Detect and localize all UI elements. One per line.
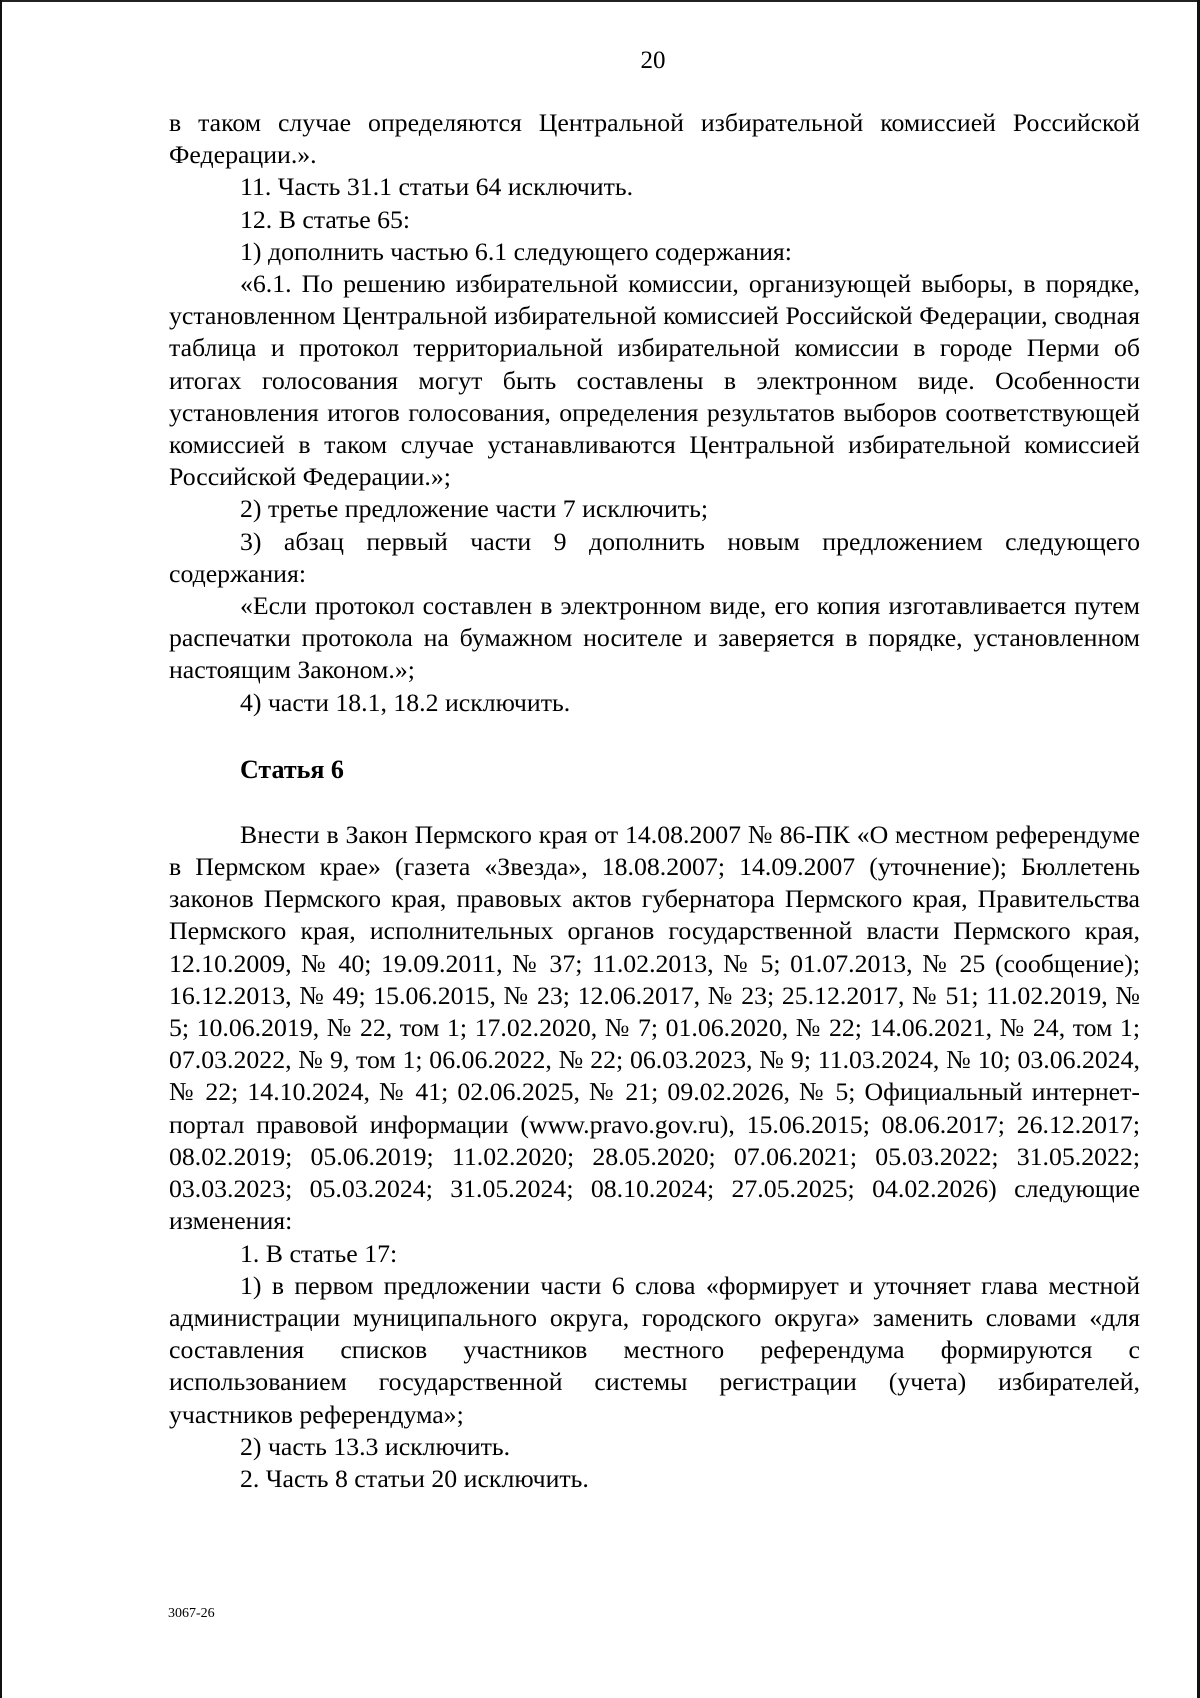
paragraph: Внести в Закон Пермского края от 14.08.2007 № 86-ПК «О местном референдуме в Пермском крае» (газета «Звезда», 18.08.2007; 14.09.2007 (уточнение); Бюллетень законов Пермского края, правовых актов губернатора Пермского края, Правительства Пермского края, исполнительных органов государственной власти Пермского края, 12.10.2009, № 40; 19.09.2011, № 37; 11.02.2013, № 5; 01.07.2013, № 25 (сообщение); 16.12.2013, № 49; 15.06.2015, № 23; 12.06.2017, № 23; 25.12.2017, № 51; 11.02.2019, № 5; 10.06.2019, № 22, том 1; 17.02.2020, № 7; 01.06.2020, № 22; 14.06.2021, № 24, том 1; 07.03.2022, № 9, том 1; 06.06.2022, № 22; 06.03.2023, № 9; 11.03.2024, № 10; 03.06.2024, № 22; 14.10.2024, № 41; 02.06.2025, № 21; 09.02.2026, № 5; Официальный интернет-портал правовой информации (www.pravo.gov.ru), 15.06.2015; 08.06.2017; 26.12.2017; 08.02.2019; 05.06.2019; 11.02.2020; 28.05.2020; 07.06.2021; 05.03.2022; 31.05.2022; 03.03.2023; 05.03.2024; 31.05.2024; 08.10.2024; 27.05.2025; 04.02.2026) следующие изменения: [169,819,1140,1236]
paragraph: 1. В статье 17: [240,1238,398,1268]
paragraph: 2. Часть 8 статьи 20 исключить. [240,1463,589,1493]
document-code: 3067-26 [168,1606,215,1621]
paragraph: 12. В статье 65: [240,204,411,234]
paragraph: 2) третье предложение части 7 исключить; [240,494,709,524]
paragraph: 3) абзац первый части 9 дополнить новым предложением следующего содержания: [169,526,1140,588]
paragraph: 11. Часть 31.1 статьи 64 исключить. [240,172,634,202]
page-number: 20 [640,47,666,74]
paragraph: «6.1. По решению избирательной комиссии, организующей выборы, в порядке, установленном Центральной избирательной комиссией Российской Федерации, сводная таблица и протокол территориальной избирательной комиссии в городе Перми об итогах голосования могут быть составлены в электронном виде. Особенности установления итогов голосования, определения результатов выборов соответствующей комиссией в таком случае устанавливаются Центральной избирательной комиссией Российской Федерации.»; [169,269,1140,492]
document-body [169,107,1140,1495]
scan-edge-top [0,0,1200,2]
scan-edge-left [0,0,2,1698]
paragraph: 1) в первом предложении части 6 слова «формирует и уточняет глава местной администрации муниципального округа, городского округа» заменить словами «для составления списков участников местного референдума формируются с использованием государственной системы регистрации (учета) избирателей, участников референдума»; [169,1270,1140,1429]
paragraph: 1) дополнить частью 6.1 следующего содержания: [240,236,792,266]
paragraph: 4) части 18.1, 18.2 исключить. [240,687,571,717]
paragraph: в таком случае определяются Центральной избирательной комиссией Российской Федерации.». [169,108,1140,170]
article-title: Статья 6 [240,754,344,784]
paragraph: «Если протокол составлен в электронном виде, его копия изготавливается путем распечатки протокола на бумажном носителе и заверяется в порядке, установленном настоящим Законом.»; [169,591,1140,685]
paragraph: 2) часть 13.3 исключить. [240,1431,511,1461]
